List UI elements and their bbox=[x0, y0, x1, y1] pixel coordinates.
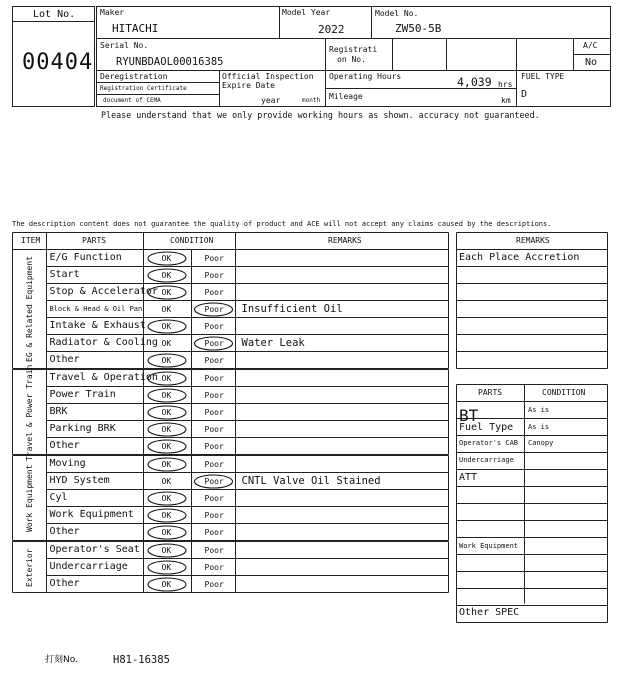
hours-notice: Please understand that we only provide working hours as shown. accuracy not guaranteed. bbox=[101, 110, 540, 120]
deregistration-label: Deregistration bbox=[100, 72, 168, 81]
group-label-1: Travel & Power Train bbox=[24, 363, 34, 461]
right-parts-header: PARTS bbox=[478, 388, 503, 397]
fuel-type-label: FUEL TYPE bbox=[521, 72, 565, 81]
ok-option-exterior-1: OK bbox=[161, 562, 172, 572]
inspection-label-2: Expire Date bbox=[222, 81, 275, 90]
poor-option-work-equipment-0: Poor bbox=[204, 459, 224, 469]
disclaimer-text: The description content does not guarantee the quality of product and ACE will not accept any claims caused by the descriptions. bbox=[12, 220, 552, 228]
ok-option-eg-related-equipment-5: OK bbox=[161, 338, 172, 348]
poor-option-eg-related-equipment-1: Poor bbox=[204, 270, 224, 280]
part-eg-related-equipment-6: Other bbox=[49, 353, 80, 365]
ok-option-exterior-2: OK bbox=[161, 579, 172, 589]
registration-certificate-label: Registration Certificate bbox=[100, 85, 187, 92]
model-no-value: ZW50-5B bbox=[395, 22, 442, 35]
ok-option-eg-related-equipment-3: OK bbox=[161, 304, 172, 314]
ok-option-eg-related-equipment-0: OK bbox=[161, 253, 172, 263]
poor-option-exterior-0: Poor bbox=[204, 545, 224, 555]
poor-option-travel-power-train-0: Poor bbox=[204, 373, 224, 383]
stamp-number: H81-16385 bbox=[113, 654, 170, 666]
maker-label: Maker bbox=[100, 8, 125, 17]
ok-option-eg-related-equipment-6: OK bbox=[161, 355, 172, 365]
part-exterior-2: Other bbox=[49, 577, 80, 589]
registration-label-1: Registrati bbox=[329, 45, 378, 54]
col-item-header: ITEM bbox=[21, 236, 41, 245]
ok-option-travel-power-train-4: OK bbox=[161, 441, 172, 451]
ok-option-travel-power-train-2: OK bbox=[161, 407, 172, 417]
registration-label-2: on No. bbox=[337, 55, 366, 64]
poor-option-eg-related-equipment-2: Poor bbox=[204, 287, 224, 297]
part-eg-related-equipment-0: E/G Function bbox=[49, 251, 122, 263]
ok-option-exterior-0: OK bbox=[161, 545, 172, 555]
mileage-label: Mileage bbox=[329, 92, 363, 101]
right-row-3-part: Undercarriage bbox=[459, 456, 514, 464]
part-eg-related-equipment-4: Intake & Exhaust bbox=[49, 319, 146, 331]
part-travel-power-train-4: Other bbox=[49, 439, 80, 451]
right-other-spec-label: Other SPEC bbox=[459, 607, 520, 618]
part-travel-power-train-0: Travel & Operation bbox=[49, 371, 158, 383]
part-work-equipment-0: Moving bbox=[49, 457, 86, 469]
ok-option-work-equipment-3: OK bbox=[161, 510, 172, 520]
right-work-equipment-label: Work Equipment bbox=[459, 542, 519, 550]
part-travel-power-train-2: BRK bbox=[49, 405, 68, 417]
remark-work-equipment-1: CNTL Valve Oil Stained bbox=[241, 474, 381, 487]
poor-option-eg-related-equipment-0: Poor bbox=[204, 253, 224, 263]
poor-option-work-equipment-1: Poor bbox=[204, 476, 224, 486]
part-work-equipment-3: Work Equipment bbox=[49, 508, 134, 520]
right-row-2-cond: Canopy bbox=[528, 439, 554, 447]
poor-option-travel-power-train-1: Poor bbox=[204, 390, 224, 400]
part-work-equipment-4: Other bbox=[49, 525, 80, 537]
part-exterior-1: Undercarriage bbox=[49, 560, 128, 572]
ok-option-travel-power-train-3: OK bbox=[161, 424, 172, 434]
inspection-label-1: Official Inspection bbox=[222, 72, 314, 81]
ok-option-work-equipment-0: OK bbox=[161, 459, 172, 469]
part-exterior-0: Operator's Seat bbox=[49, 543, 140, 555]
part-eg-related-equipment-5: Radiator & Cooling bbox=[49, 336, 158, 348]
lot-no-value: 00404 bbox=[22, 50, 94, 75]
cema-label: document of CEMA bbox=[103, 97, 161, 104]
serial-no-value: RYUNBDAOL00016385 bbox=[116, 56, 224, 68]
right-remarks-header: REMARKS bbox=[516, 236, 550, 245]
poor-option-work-equipment-3: Poor bbox=[204, 510, 224, 520]
poor-option-travel-power-train-2: Poor bbox=[204, 407, 224, 417]
right-condition-header: CONDITION bbox=[542, 388, 586, 397]
part-eg-related-equipment-1: Start bbox=[49, 268, 80, 280]
poor-option-eg-related-equipment-5: Poor bbox=[204, 338, 224, 348]
year-label: year bbox=[261, 96, 281, 105]
km-label: km bbox=[501, 96, 511, 105]
part-eg-related-equipment-3: Block & Head & Oil Pan bbox=[49, 304, 143, 313]
model-year-value: 2022 bbox=[318, 23, 345, 36]
poor-option-travel-power-train-3: Poor bbox=[204, 424, 224, 434]
operating-hours-value: 4,039 bbox=[457, 75, 492, 89]
ac-label: A/C bbox=[583, 41, 598, 50]
col-condition-header: CONDITION bbox=[170, 236, 214, 245]
poor-option-eg-related-equipment-6: Poor bbox=[204, 355, 224, 365]
serial-no-label: Serial No. bbox=[100, 41, 149, 50]
group-label-2: Work Equipment bbox=[24, 464, 34, 532]
right-row-0-cond: As is bbox=[528, 406, 550, 414]
right-row-2-part: Operator's CAB bbox=[459, 439, 519, 447]
part-work-equipment-1: HYD System bbox=[49, 474, 110, 486]
ok-option-travel-power-train-1: OK bbox=[161, 390, 172, 400]
hrs-label: hrs bbox=[498, 80, 513, 89]
poor-option-travel-power-train-4: Poor bbox=[204, 441, 224, 451]
poor-option-exterior-2: Poor bbox=[204, 579, 224, 589]
col-remarks-header: REMARKS bbox=[328, 236, 362, 245]
ok-option-work-equipment-1: OK bbox=[161, 476, 172, 486]
lot-no-label: Lot No. bbox=[33, 9, 76, 20]
poor-option-eg-related-equipment-4: Poor bbox=[204, 321, 224, 331]
poor-option-work-equipment-2: Poor bbox=[204, 493, 224, 503]
right-row-1-part: Fuel Type bbox=[459, 422, 514, 433]
model-year-label: Model Year bbox=[282, 8, 331, 17]
col-parts-header: PARTS bbox=[82, 236, 107, 245]
part-eg-related-equipment-2: Stop & Accelerator bbox=[49, 285, 158, 297]
ok-option-eg-related-equipment-2: OK bbox=[161, 287, 172, 297]
poor-option-exterior-1: Poor bbox=[204, 562, 224, 572]
stamp-label: 打刻No. bbox=[45, 655, 78, 665]
fuel-type-value: D bbox=[521, 89, 528, 100]
part-work-equipment-2: Cyl bbox=[49, 491, 68, 503]
right-row-4-part: ATT bbox=[459, 472, 478, 483]
ok-option-eg-related-equipment-4: OK bbox=[161, 321, 172, 331]
right-row-0-part: BT bbox=[459, 406, 479, 425]
ok-option-travel-power-train-0: OK bbox=[161, 373, 172, 383]
remark-eg-related-equipment-5: Water Leak bbox=[241, 336, 305, 349]
ok-option-work-equipment-4: OK bbox=[161, 527, 172, 537]
group-label-3: Exterior bbox=[24, 547, 34, 587]
ac-value: No bbox=[585, 57, 598, 68]
part-travel-power-train-1: Power Train bbox=[49, 388, 116, 400]
poor-option-work-equipment-4: Poor bbox=[204, 527, 224, 537]
right-row-1-cond: As is bbox=[528, 423, 550, 431]
maker-value: HITACHI bbox=[112, 22, 159, 35]
poor-option-eg-related-equipment-3: Poor bbox=[204, 304, 224, 314]
ok-option-eg-related-equipment-1: OK bbox=[161, 270, 172, 280]
right-remarks-first: Each Place Accretion bbox=[459, 252, 580, 263]
part-travel-power-train-3: Parking BRK bbox=[49, 422, 116, 434]
remark-eg-related-equipment-3: Insufficient Oil bbox=[241, 302, 343, 315]
operating-hours-label: Operating Hours bbox=[329, 72, 402, 81]
ok-option-work-equipment-2: OK bbox=[161, 493, 172, 503]
model-no-label: Model No. bbox=[375, 9, 419, 18]
month-label: month bbox=[302, 97, 321, 104]
group-label-0: EG & Related Equipment bbox=[24, 256, 34, 362]
